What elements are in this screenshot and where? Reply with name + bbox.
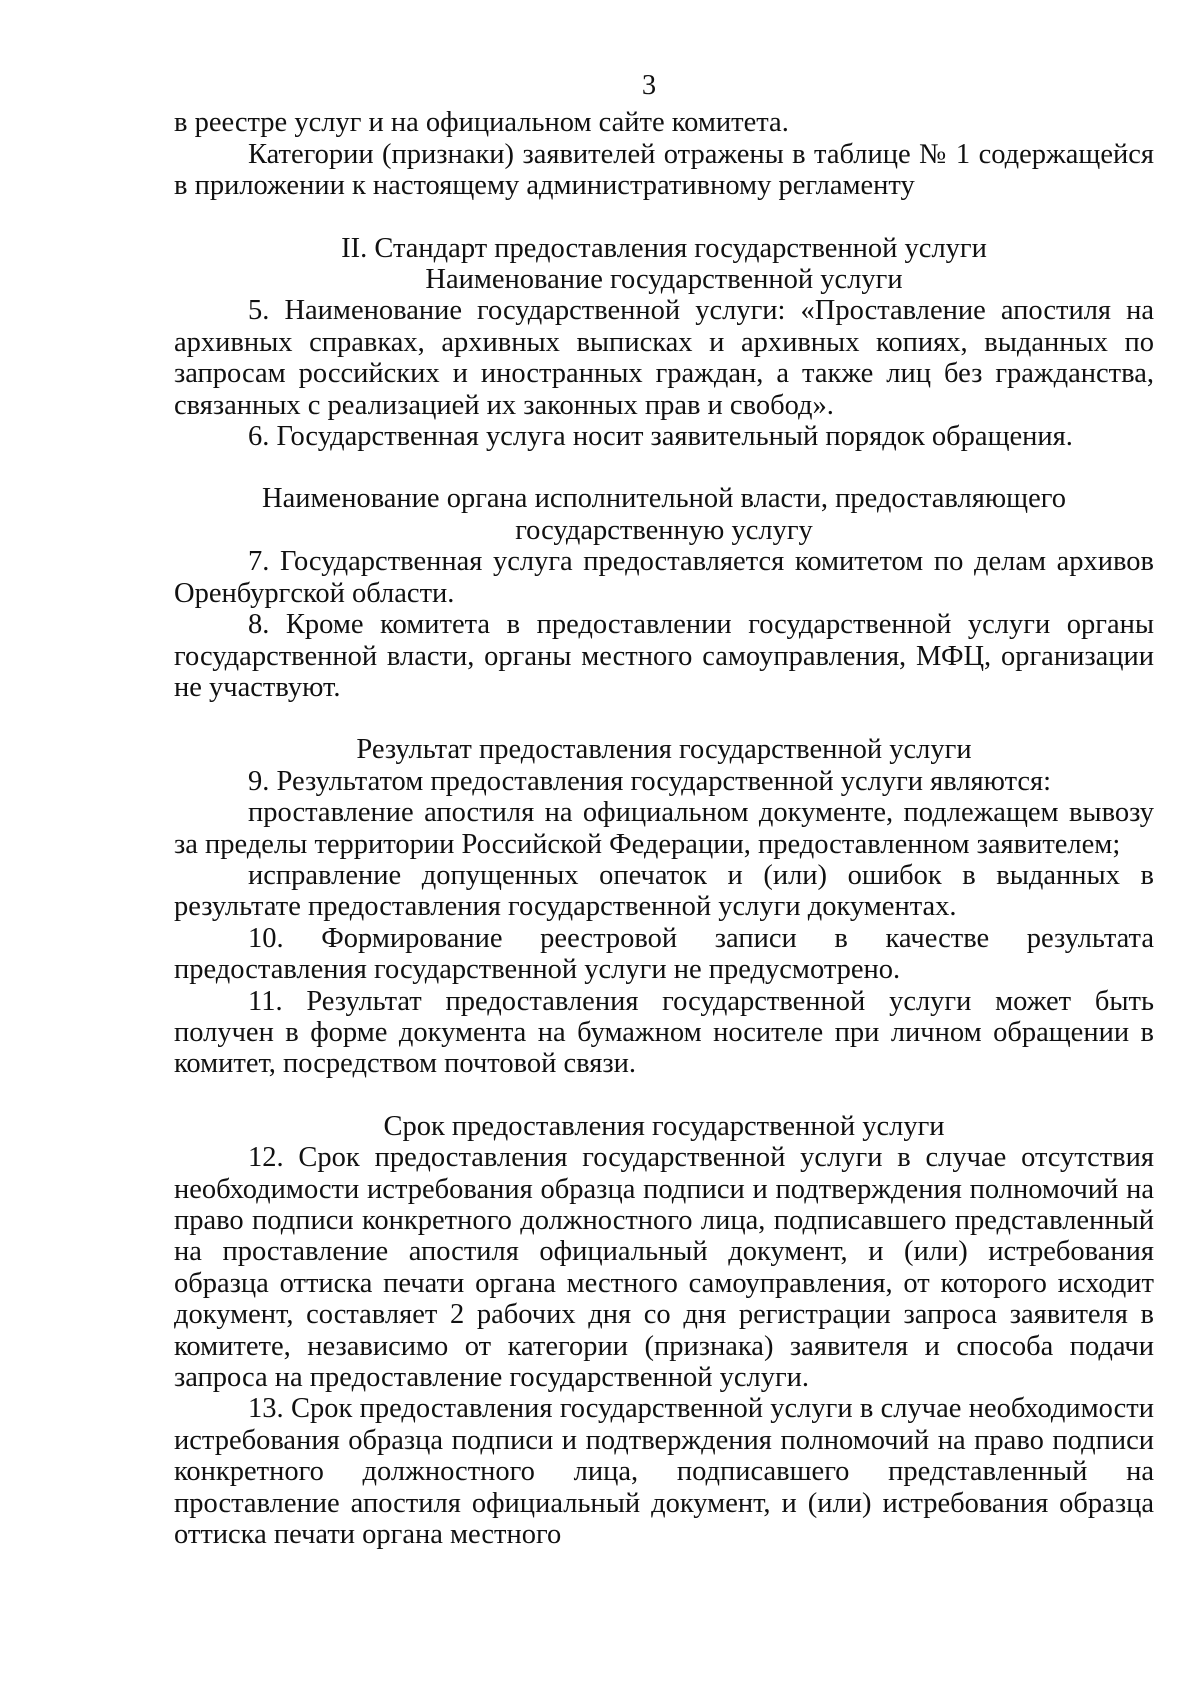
section-gap [174, 452, 1154, 483]
section-heading-standard: II. Стандарт предоставления государственной услуги [341, 232, 987, 264]
section-gap [174, 202, 1154, 233]
paragraph-item-6: 6. Государственная услуга носит заявительный порядок обращения. [248, 421, 1073, 453]
paragraph-item-13: 13. Срок предоставления государственной услуги в случае необходимости истребования образца подписи и подтверждения полномочий на право подписи конкретного должностного лица, подписавшего представленный на проставление апостиля официальный документ, и (или) истребования образца оттиска печати органа местного [174, 1393, 1154, 1551]
subheading-service-result: Результат предоставления государственной услуги [356, 734, 972, 766]
paragraph-applicant-categories: Категории (признаки) заявителей отражены в таблице № 1 содержащейся в приложении к настоящему административному регламенту [174, 138, 1154, 202]
page-number: 3 [641, 70, 657, 101]
paragraph-result-apostille: проставление апостиля на официальном документе, подлежащем вывозу за пределы территории Российской Федерации, предоставленном заявителем; [174, 797, 1154, 860]
paragraph-item-5: 5. Наименование государственной услуги: «Проставление апостиля на архивных справках, архивных выписках и архивных копиях, выданных по запросам российских и иностранных граждан, а также лиц без гражданства, связанных с реализацией их законных прав и свобод». [174, 295, 1154, 421]
paragraph-result-correction: исправление допущенных опечаток и (или) ошибок в выданных в результате предоставления государственной услуги документах. [174, 859, 1154, 923]
subheading-service-term: Срок предоставления государственной услуги [383, 1110, 945, 1142]
subheading-service-name: Наименование государственной услуги [425, 264, 903, 296]
paragraph-item-8: 8. Кроме комитета в предоставлении государственной услуги органы государственной власти, органы местного самоуправления, МФЦ, организации не участвуют. [174, 609, 1154, 703]
paragraph-item-7: 7. Государственная услуга предоставляется комитетом по делам архивов Оренбургской области. [174, 546, 1154, 609]
paragraph-item-12: 12. Срок предоставления государственной услуги в случае отсутствия необходимости истребования образца подписи и подтверждения полномочий на право подписи конкретного должностного лица, подписавшего представленный на проставление апостиля официальный документ, и (или) истребования образца оттиска печати органа местного самоуправления, от которого исходит документ, составляет 2 рабочих дня со дня регистрации запроса заявителя в комитете, независимо от категории (признака) заявителя и способа подачи запроса на предоставление государственной услуги. [174, 1142, 1154, 1394]
paragraph-item-10: 10. Формирование реестровой записи в качестве результата предоставления государственной услуги не предусмотрено. [174, 922, 1154, 986]
document-page [174, 70, 1154, 1550]
subheading-executive-body: Наименование органа исполнительной власти, предоставляющего государственную услугу [262, 483, 1066, 546]
paragraph-registry-continuation: в реестре услуг и на официальном сайте комитета. [174, 107, 789, 139]
paragraph-item-11: 11. Результат предоставления государственной услуги может быть получен в форме документа на бумажном носителе при личном обращении в комитет, посредством почтовой связи. [174, 985, 1154, 1080]
paragraph-item-9: 9. Результатом предоставления государственной услуги являются: [248, 765, 1052, 797]
section-gap [174, 1080, 1154, 1111]
section-gap [174, 703, 1154, 734]
